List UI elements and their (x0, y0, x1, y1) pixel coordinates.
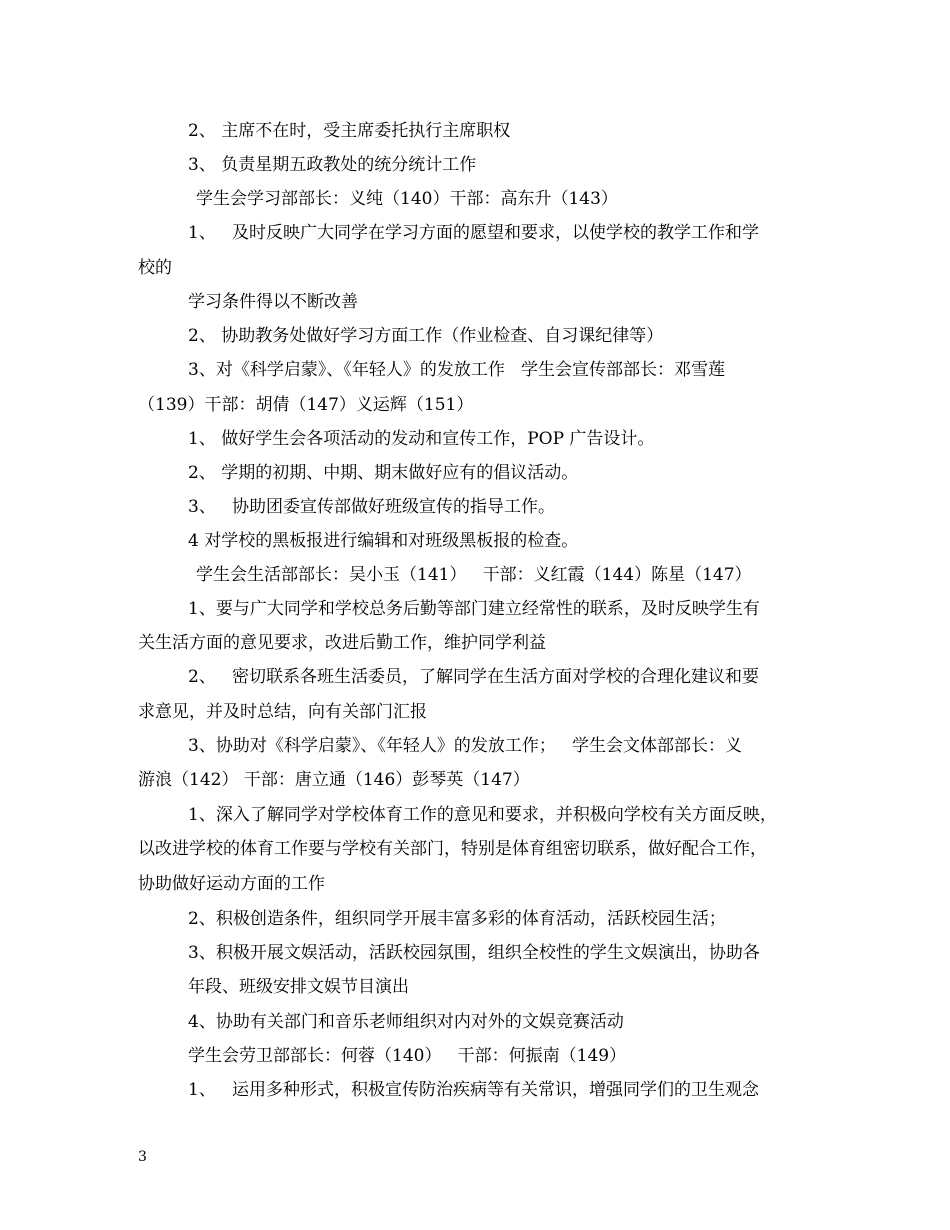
text-line: 2、 密切联系各班生活委员，了解同学在生活方面对学校的合理化建议和要 (188, 667, 760, 687)
text-line: 2、 协助教务处做好学习方面工作（作业检查、自习课纪律等） (188, 326, 664, 346)
text-line: 3、 协助团委宣传部做好班级宣传的指导工作。 (188, 497, 556, 517)
text-line: 学生会劳卫部部长：何蓉（140） 干部：何振南（149） (188, 1046, 627, 1066)
text-line: 年段、班级安排文娱节目演出 (188, 977, 409, 997)
text-line: 游浪（142） 干部：唐立通（146）彭琴英（147） (138, 770, 530, 790)
text-line: 1、 运用多种形式，积极宣传防治疾病等有关常识，增强同学们的卫生观念 (188, 1080, 760, 1100)
text-line: 关生活方面的意见要求，改进后勤工作，维护同学利益 (138, 633, 546, 653)
text-line: （139）干部：胡倩（147）义运辉（151） (138, 395, 474, 415)
text-line: 2、 学期的初期、中期、期末做好应有的倡议活动。 (188, 463, 579, 483)
text-line: 2、积极创造条件，组织同学开展丰富多彩的体育活动，活跃校园生活； (188, 909, 726, 929)
text-line: 学生会生活部部长：吴小玉（141） 干部：义红霞（144）陈星（147） (196, 565, 752, 585)
text-line: 1、要与广大同学和学校总务后勤等部门建立经常性的联系，及时反映学生有 (188, 599, 760, 619)
page-number: 3 (138, 1149, 147, 1165)
text-line: 3、积极开展文娱活动，活跃校园氛围，组织全校性的学生文娱演出，协助各 (188, 943, 760, 963)
text-line: 4 对学校的黑板报进行编辑和对班级黑板报的检查。 (188, 531, 579, 551)
text-line: 3、协助对《科学启蒙》、《年轻人》的发放工作； 学生会文体部部长：义 (188, 736, 743, 756)
text-line: 1、 及时反映广大同学在学习方面的愿望和要求，以使学校的教学工作和学 (188, 223, 760, 243)
text-line: 4、协助有关部门和音乐老师组织对内对外的文娱竞赛活动 (188, 1012, 624, 1032)
text-line: 3、 负责星期五政教处的统分统计工作 (188, 155, 477, 175)
text-line: 以改进学校的体育工作要与学校有关部门，特别是体育组密切联系，做好配合工作， (138, 839, 767, 859)
text-line: 协助做好运动方面的工作 (138, 874, 325, 894)
text-line: 求意见，并及时总结，向有关部门汇报 (138, 702, 427, 722)
text-line: 1、 做好学生会各项活动的发动和宣传工作，POP 广告设计。 (188, 429, 655, 449)
text-line: 2、 主席不在时，受主席委托执行主席职权 (188, 121, 511, 141)
text-line: 3、对《科学启蒙》、《年轻人》的发放工作 学生会宣传部部长：邓雪莲 (188, 360, 726, 380)
text-line: 学生会学习部部长：义纯（140）干部：高东升（143） (196, 189, 618, 209)
text-line: 学习条件得以不断改善 (188, 292, 358, 312)
text-line: 1、深入了解同学对学校体育工作的意见和要求，并积极向学校有关方面反映， (188, 805, 777, 825)
text-line: 校的 (138, 258, 172, 278)
